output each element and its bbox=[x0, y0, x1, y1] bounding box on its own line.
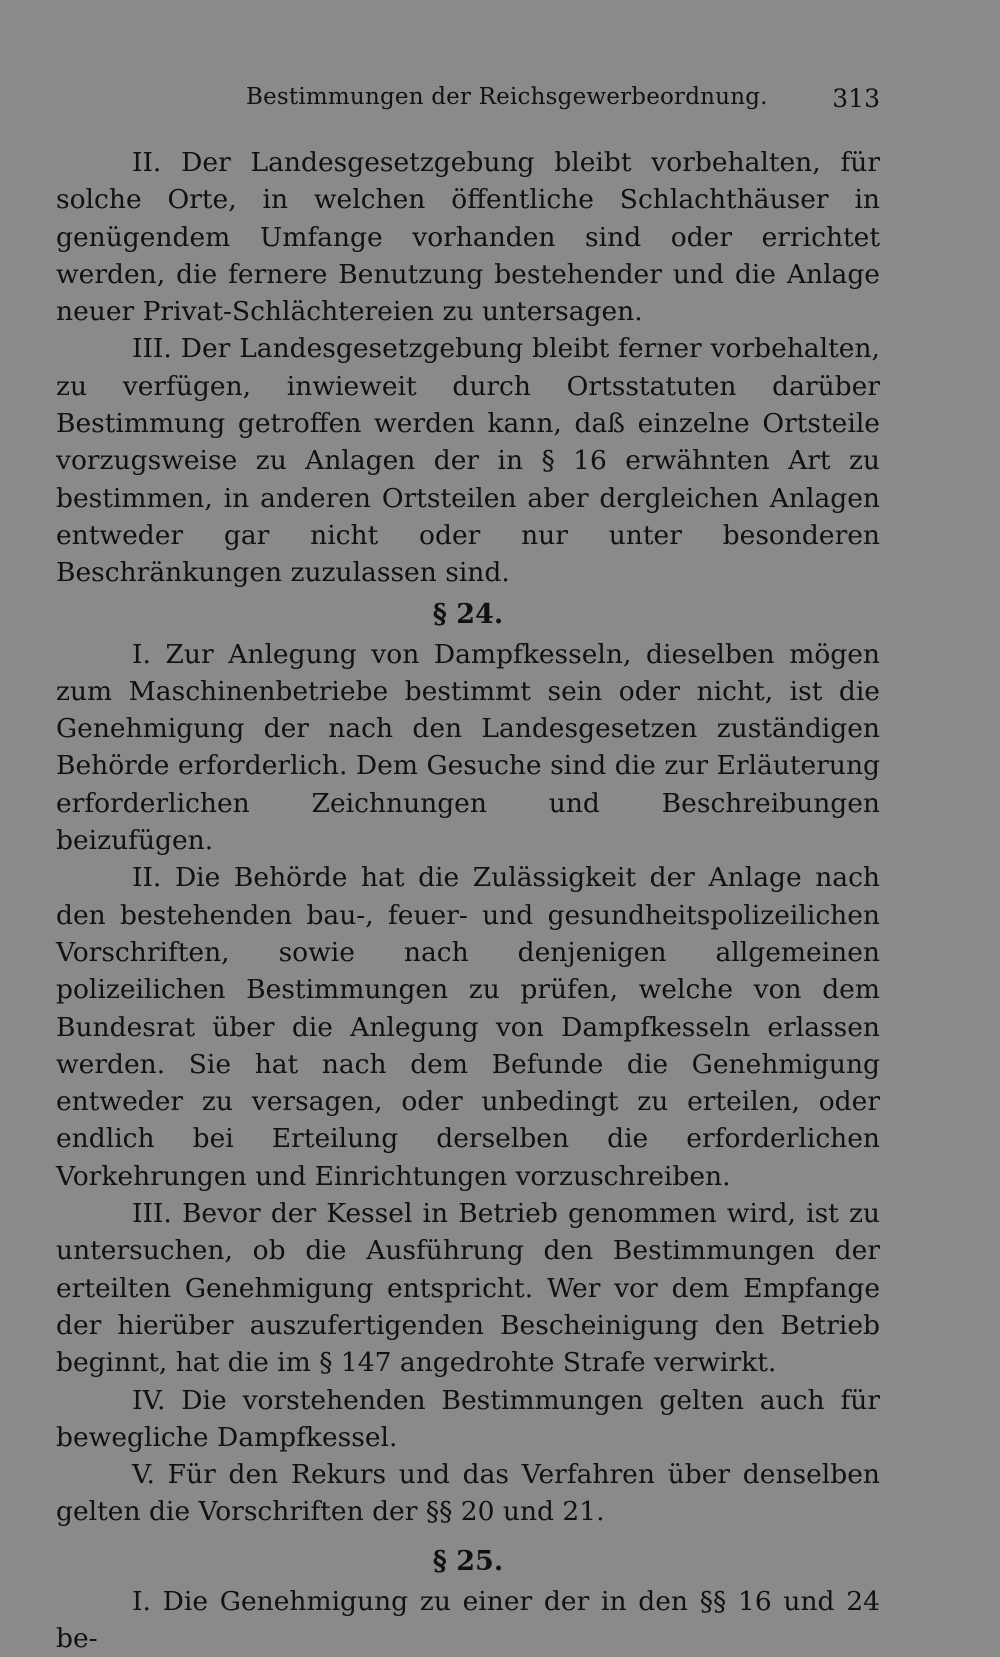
page-header bbox=[56, 84, 880, 118]
page-number: 313 bbox=[832, 84, 880, 113]
paragraph-25-i: I. Die Genehmigung zu einer der in den §§ 16 und 24 be- bbox=[56, 1585, 880, 1654]
running-title: Bestimmungen der Reichsgewerbeordnung. bbox=[246, 84, 768, 110]
paragraph-24-iii: III. Bevor der Kessel in Betrieb genommen wird, ist zu untersuchen, ob die Ausführung den Bestimmungen der erteilten Genehmigung entspricht. Wer vor dem Empfange der hierüber auszufertigenden Bescheinigung den Betrieb beginnt, hat die im § 147 angedrohte Strafe verwirkt. bbox=[56, 1198, 880, 1379]
section-heading-25: § 25. bbox=[432, 1545, 504, 1577]
paragraph-24-v: V. Für den Rekurs und das Verfahren über denselben gelten die Vorschriften der §§ 20 und 21. bbox=[56, 1459, 880, 1528]
paragraph-24-i: I. Zur Anlegung von Dampfkesseln, dieselben mögen zum Maschinenbetriebe bestimmt sein oder nicht, ist die Genehmigung der nach den Landesgesetzen zuständigen Behörde erforderlich. Dem Gesuche sind die zur Erläuterung erforderlichen Zeichnungen und Beschreibungen beizufügen. bbox=[56, 638, 880, 857]
section-heading-24: § 24. bbox=[432, 598, 504, 630]
body-text bbox=[56, 144, 880, 1657]
paragraph-24-ii: II. Die Behörde hat die Zulässigkeit der Anlage nach den bestehenden bau-, feuer- und gesundheitspolizeilichen Vorschriften, sowie nach denjenigen allgemeinen polizeilichen Bestimmungen zu prüfen, welche von dem Bundesrat über die Anlegung von Dampfkesseln erlassen werden. Sie hat nach dem Befunde die Genehmigung entweder zu versagen, oder unbedingt zu erteilen, oder endlich bei Erteilung derselben die erforderlichen Vorkehrungen und Einrichtungen vorzuschreiben. bbox=[56, 862, 880, 1192]
paragraph-23-ii: II. Der Landesgesetzgebung bleibt vorbehalten, für solche Orte, in welchen öffentliche Schlachthäuser in genügendem Umfange vorhanden sind oder errichtet werden, die fernere Benutzung bestehender und die Anlage neuer Privat-Schlächtereien zu untersagen. bbox=[56, 147, 880, 328]
paragraph-24-iv: IV. Die vorstehenden Bestimmungen gelten auch für bewegliche Dampfkessel. bbox=[56, 1384, 880, 1453]
paragraph-23-iii: III. Der Landesgesetzgebung bleibt ferner vorbehalten, zu verfügen, inwieweit durch Ortsstatuten darüber Bestimmung getroffen werden kann, daß einzelne Ortsteile vorzugsweise zu Anlagen der in § 16 erwähnten Art zu bestimmen, in anderen Ortsteilen aber dergleichen Anlagen entweder gar nicht oder nur unter besonderen Beschränkungen zuzulassen sind. bbox=[56, 333, 880, 589]
